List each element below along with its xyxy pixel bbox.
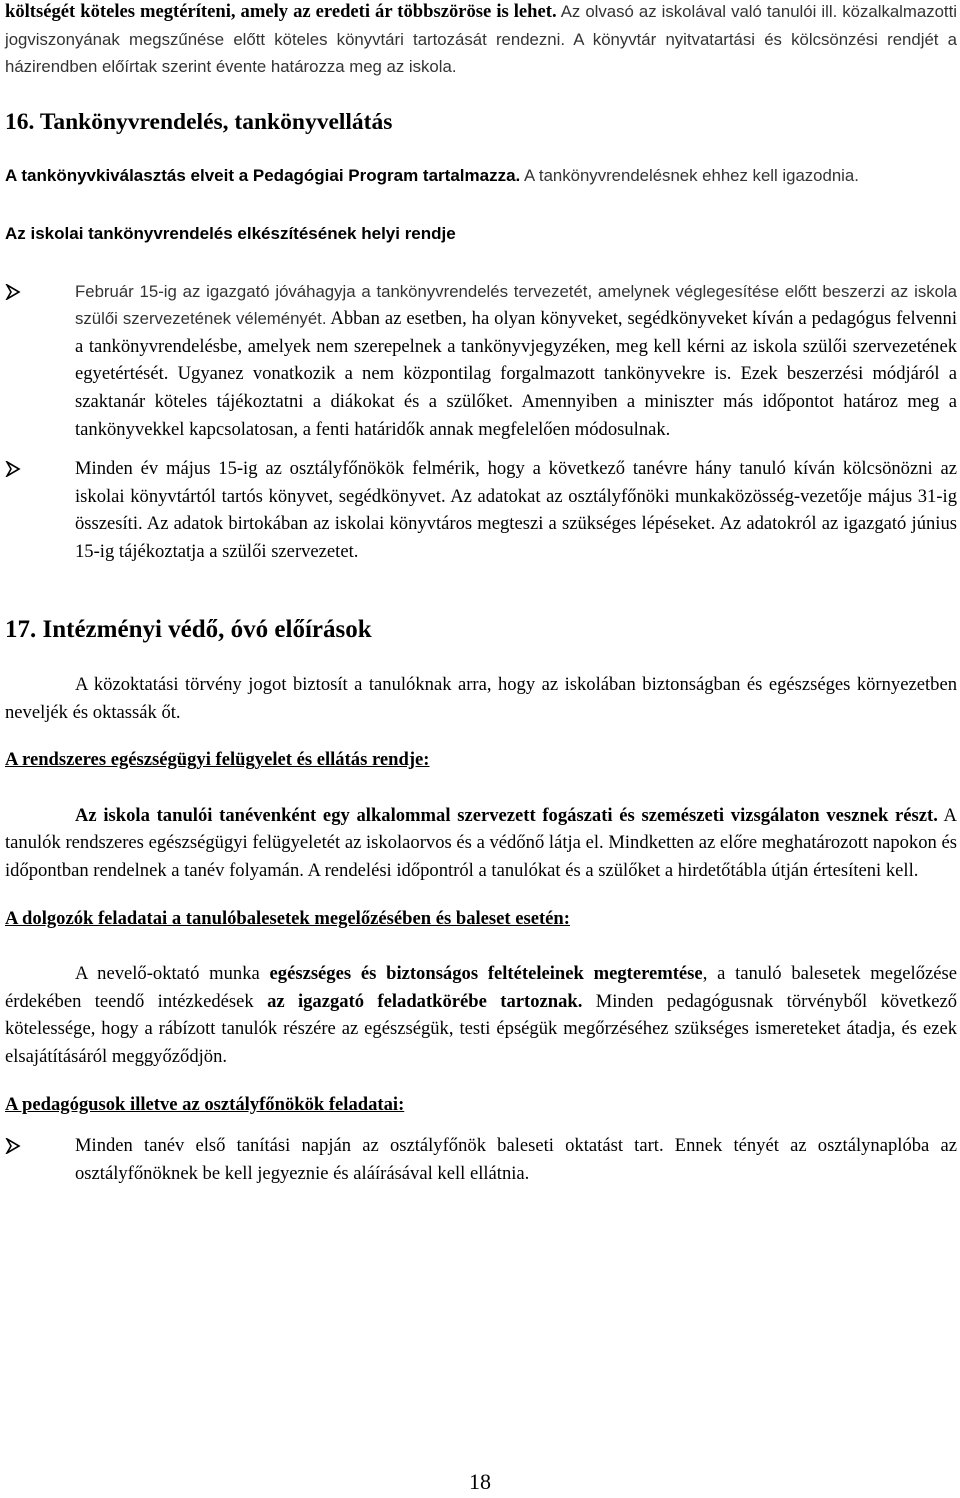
health-rest-text: A tanulók rendszeres egészségügyi felügyeletét az iskolaorvos és a védőnő látja el. Mindketten az előre meghatározott napokon és időpontban rendelnek a tanév folyamán. A rendelési időpontról a tanulókat és a szülőket a hirdetőtábla útján értesíteni kell. (5, 804, 957, 882)
intro-rest-text: Az olvasó az iskolával való tanulói ill. közalkalmazotti jogviszonyának megszűnése előtt köteles könyvtári tartozását rendezni. A könyvtár nyitvatartási és kölcsönzési rendjét a házirendben előírtak szerint évente határozza meg az iskola. (5, 2, 957, 77)
staff-text-2: , a tanuló balesetek megelőzése érdekében teendő intézkedések (5, 963, 958, 1012)
bullet-february-rest: Abban az esetben, ha olyan könyveket, segédkönyveket kíván a pedagógus felvenni a tankönyvrendelésbe, amelyek nem szerepelnek a tankönyvjegyzéken, meg kell kérni az iskola szülői szervezetének egyetértését. Ugyanez vonatkozik a nem központilag forgalmazott tankönyvekre is. Ezek beszerzési módjáról a szaktanár köteles tájékoztatni a diákokat és a szülőket. Amennyiben a miniszter más időpontot határoz meg a tankönyvekkel kapcsolatosan, a fenti határidők annak megfelelően módosulnak. (75, 308, 957, 440)
staff-duties-heading (5, 905, 957, 933)
staff-text-1: A nevelő-oktató munka (75, 963, 270, 985)
section-17-heading: 17. Intézményi védő, óvó előírások (5, 615, 372, 643)
section-16-paragraph (5, 162, 957, 190)
staff-text-3: Minden pedagógusnak törvényből következő kötelessége, hogy a rábízott tanulók részére az egészségük, testi épségük megőrzéséhez szükséges ismereteket átadja, és ezek elsajátításáról meggyőződjön. (5, 990, 957, 1068)
staff-duties-heading-text: A dolgozók feladatai a tanulóbalesetek megelőzésében és baleset esetén: (5, 907, 570, 929)
bullet-safety-training-text: Minden tanév első tanítási napján az osztályfőnök baleseti oktatást tart. Ennek tényét az osztálynaplóba az osztályfőnöknek be kell jegyeznie és aláírásával kell ellátnia. (75, 1135, 957, 1184)
bullet-item-safety-training (5, 1132, 957, 1187)
section-16-subheading: Az iskolai tankönyvrendelés elkészítésének helyi rendje (5, 223, 456, 243)
staff-duties-paragraph (5, 960, 957, 1070)
arrow-bullet-icon (5, 284, 21, 300)
arrow-bullet-icon (5, 1138, 21, 1154)
health-paragraph (5, 802, 957, 885)
section-17-intro: A közoktatási törvény jogot biztosít a tanulóknak arra, hogy az iskolában biztonságban és egészséges környezetben neveljék és oktassák őt. (5, 674, 957, 723)
health-supervision-heading-text: A rendszeres egészségügyi felügyelet és ellátás rendje: (5, 749, 430, 771)
staff-bold-2: az igazgató feladatkörébe tartoznak. (267, 990, 583, 1012)
staff-bold-1: egészséges és biztonságos feltételeinek megteremtése (269, 963, 703, 985)
intro-bold-text: költségét köteles megtéríteni, amely az eredeti ár többszöröse is lehet. (5, 1, 557, 22)
health-supervision-heading (5, 746, 957, 774)
pedagogical-program-bold: A tankönyvkiválasztás elveit a Pedagógiai Program tartalmazza. (5, 166, 521, 186)
bullet-item-february (5, 278, 957, 444)
section-16-heading: 16. Tankönyvrendelés, tankönyvellátás (5, 108, 393, 135)
page-number: 18 (469, 1469, 491, 1494)
bullet-item-may (5, 455, 957, 565)
document-page (5, 0, 957, 1187)
teachers-duties-heading-text: A pedagógusok illetve az osztályfőnökök feladatai: (5, 1093, 405, 1115)
bullet-february-lead: Február 15-ig az igazgató jóváhagyja a tankönyvrendelés tervezetét, amelynek véglegesítése előtt beszerzi az iskola szülői szervezetének véleményét. (75, 281, 957, 329)
pedagogical-program-rest: A tankönyvrendelésnek ehhez kell igazodnia. (520, 166, 859, 186)
health-bold-text: Az iskola tanulói tanévenként egy alkalommal szervezett fogászati és szemészeti vizsgálaton vesznek részt. (75, 804, 938, 826)
intro-paragraph (5, 0, 957, 81)
teachers-duties-heading (5, 1091, 957, 1119)
bullet-may-text: Minden év május 15-ig az osztályfőnökök felmérik, hogy a következő tanévre hány tanuló kíván kölcsönözni az iskolai könyvtártól tartós könyvet, segédkönyvet. Az adatokat az osztályfőnöki munkaközösség-vezetője május 31-ig összesíti. Az adatok birtokában az iskolai könyvtáros megteszi a szükséges lépéseket. Az adatokról az igazgató június 15-ig tájékoztatja a szülői szervezetet. (75, 458, 957, 562)
arrow-bullet-icon (5, 461, 21, 477)
